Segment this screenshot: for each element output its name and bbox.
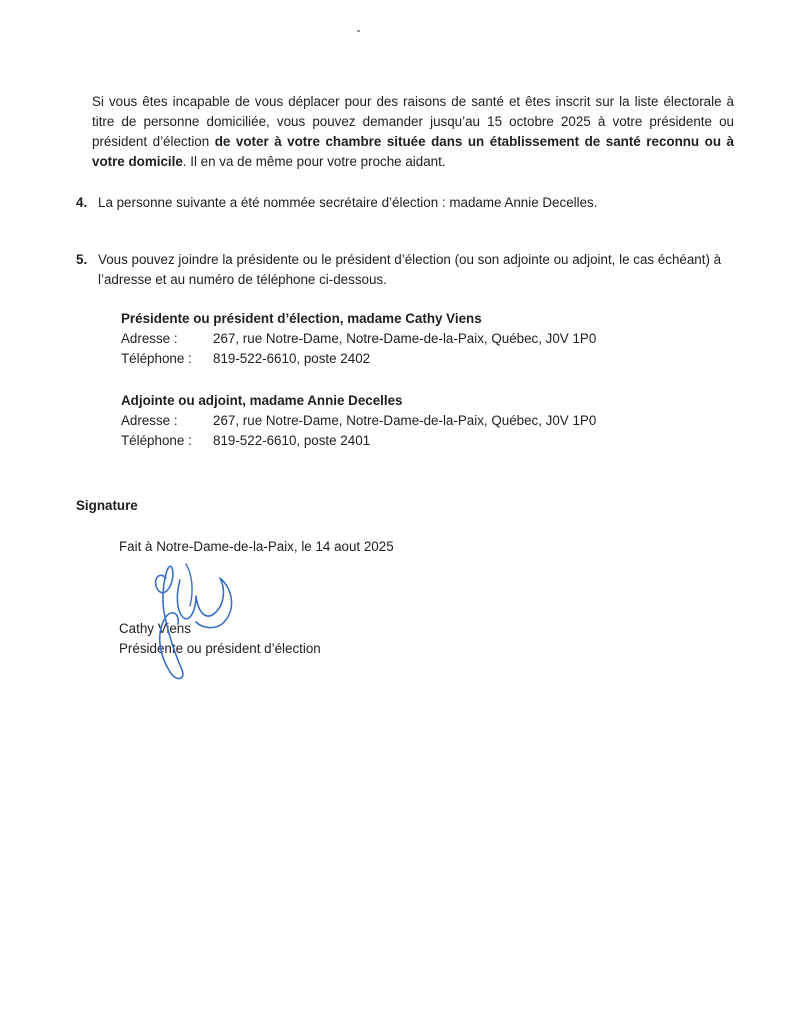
phone-value: 819-522-6610, poste 2401: [213, 433, 371, 448]
list-item-4: [76, 193, 736, 213]
contact-phone-row: [121, 431, 681, 451]
address-label: Adresse :: [121, 331, 178, 346]
intro-text-bold: de voter à votre chambre située dans un établissement de santé reconnu ou à votre domicile: [92, 134, 734, 169]
phone-label: Téléphone :: [121, 351, 192, 366]
contact-heading: Adjointe ou adjoint, madame Annie Decelles: [121, 393, 403, 408]
intro-text-end: . Il en va de même pour votre proche aidant.: [182, 154, 446, 169]
signatory-title: Présidente ou président d’élection: [119, 641, 321, 656]
signatory-name: Cathy Viens: [119, 621, 191, 636]
contact-heading: Présidente ou président d’élection, madame Cathy Viens: [121, 311, 482, 326]
signature-heading: Signature: [76, 498, 138, 513]
list-item-number: 4.: [76, 195, 88, 210]
list-item-5: [76, 250, 736, 290]
contact-block-president: [121, 309, 681, 369]
scan-speck: [357, 30, 360, 32]
signature-place-date: Fait à Notre-Dame-de-la-Paix, le 14 aout 2025: [119, 539, 394, 554]
contact-address-row: [121, 411, 681, 431]
contact-block-adjoint: [121, 391, 681, 451]
signature-stroke: [186, 564, 192, 606]
list-item-text: Vous pouvez joindre la présidente ou le président d’élection (ou son adjointe ou adjoint, le cas échéant) à l’adresse et au numéro de téléphone ci-dessous.: [98, 252, 722, 287]
list-item-number: 5.: [76, 252, 88, 267]
contact-phone-row: [121, 349, 681, 369]
phone-value: 819-522-6610, poste 2402: [213, 351, 371, 366]
address-value: 267, rue Notre-Dame, Notre-Dame-de-la-Paix, Québec, J0V 1P0: [213, 413, 597, 428]
intro-text-start: Si vous êtes incapable de vous déplacer pour des raisons de santé et êtes inscrit sur la liste électorale à titre de personne domiciliée, vous pouvez demander jusqu’au 15 octobre 2025 à votre présidente ou président d’élection: [92, 94, 734, 149]
intro-paragraph: [92, 92, 734, 172]
contact-address-row: [121, 329, 681, 349]
address-value: 267, rue Notre-Dame, Notre-Dame-de-la-Paix, Québec, J0V 1P0: [213, 331, 597, 346]
list-item-text: La personne suivante a été nommée secrétaire d’élection : madame Annie Decelles.: [98, 195, 598, 210]
address-label: Adresse :: [121, 413, 178, 428]
phone-label: Téléphone :: [121, 433, 192, 448]
signature-stroke: [177, 578, 231, 628]
handwritten-signature: [146, 560, 256, 684]
